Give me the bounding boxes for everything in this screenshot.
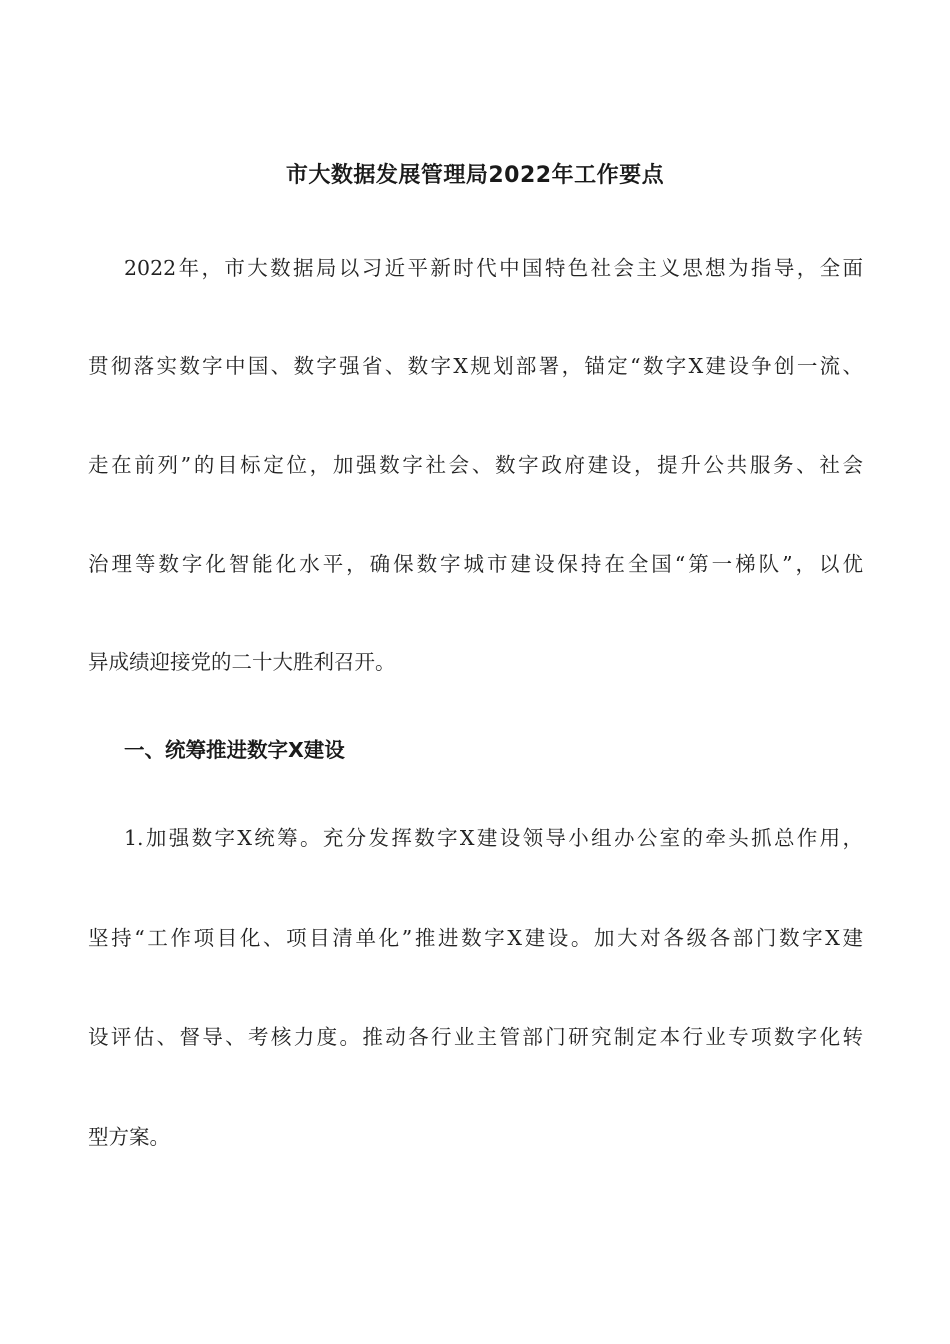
- section-1-heading: 一、统筹推进数字X建设: [124, 738, 345, 762]
- item-1-line-3: 设评估、督导、考核力度。推动各行业主管部门研究制定本行业专项数字化转: [88, 1025, 863, 1049]
- intro-line-5: 异成绩迎接党的二十大胜利召开。: [88, 650, 396, 674]
- intro-line-1: 2022年，市大数据局以习近平新时代中国特色社会主义思想为指导，全面: [124, 256, 863, 280]
- intro-line-4: 治理等数字化智能化水平，确保数字城市建设保持在全国“第一梯队”，以优: [88, 552, 863, 576]
- document-title: 市大数据发展管理局2022年工作要点: [285, 163, 665, 188]
- item-1-line-2: 坚持“工作项目化、项目清单化”推进数字X建设。加大对各级各部门数字X建: [88, 926, 863, 950]
- item-1-line-1: 1.加强数字X统筹。充分发挥数字X建设领导小组办公室的牵头抓总作用，: [124, 826, 863, 850]
- intro-line-2: 贯彻落实数字中国、数字强省、数字X规划部署，锚定“数字X建设争创一流、: [88, 354, 863, 378]
- item-1-line-4: 型方案。: [88, 1125, 170, 1149]
- intro-line-3: 走在前列”的目标定位，加强数字社会、数字政府建设，提升公共服务、社会: [88, 453, 863, 477]
